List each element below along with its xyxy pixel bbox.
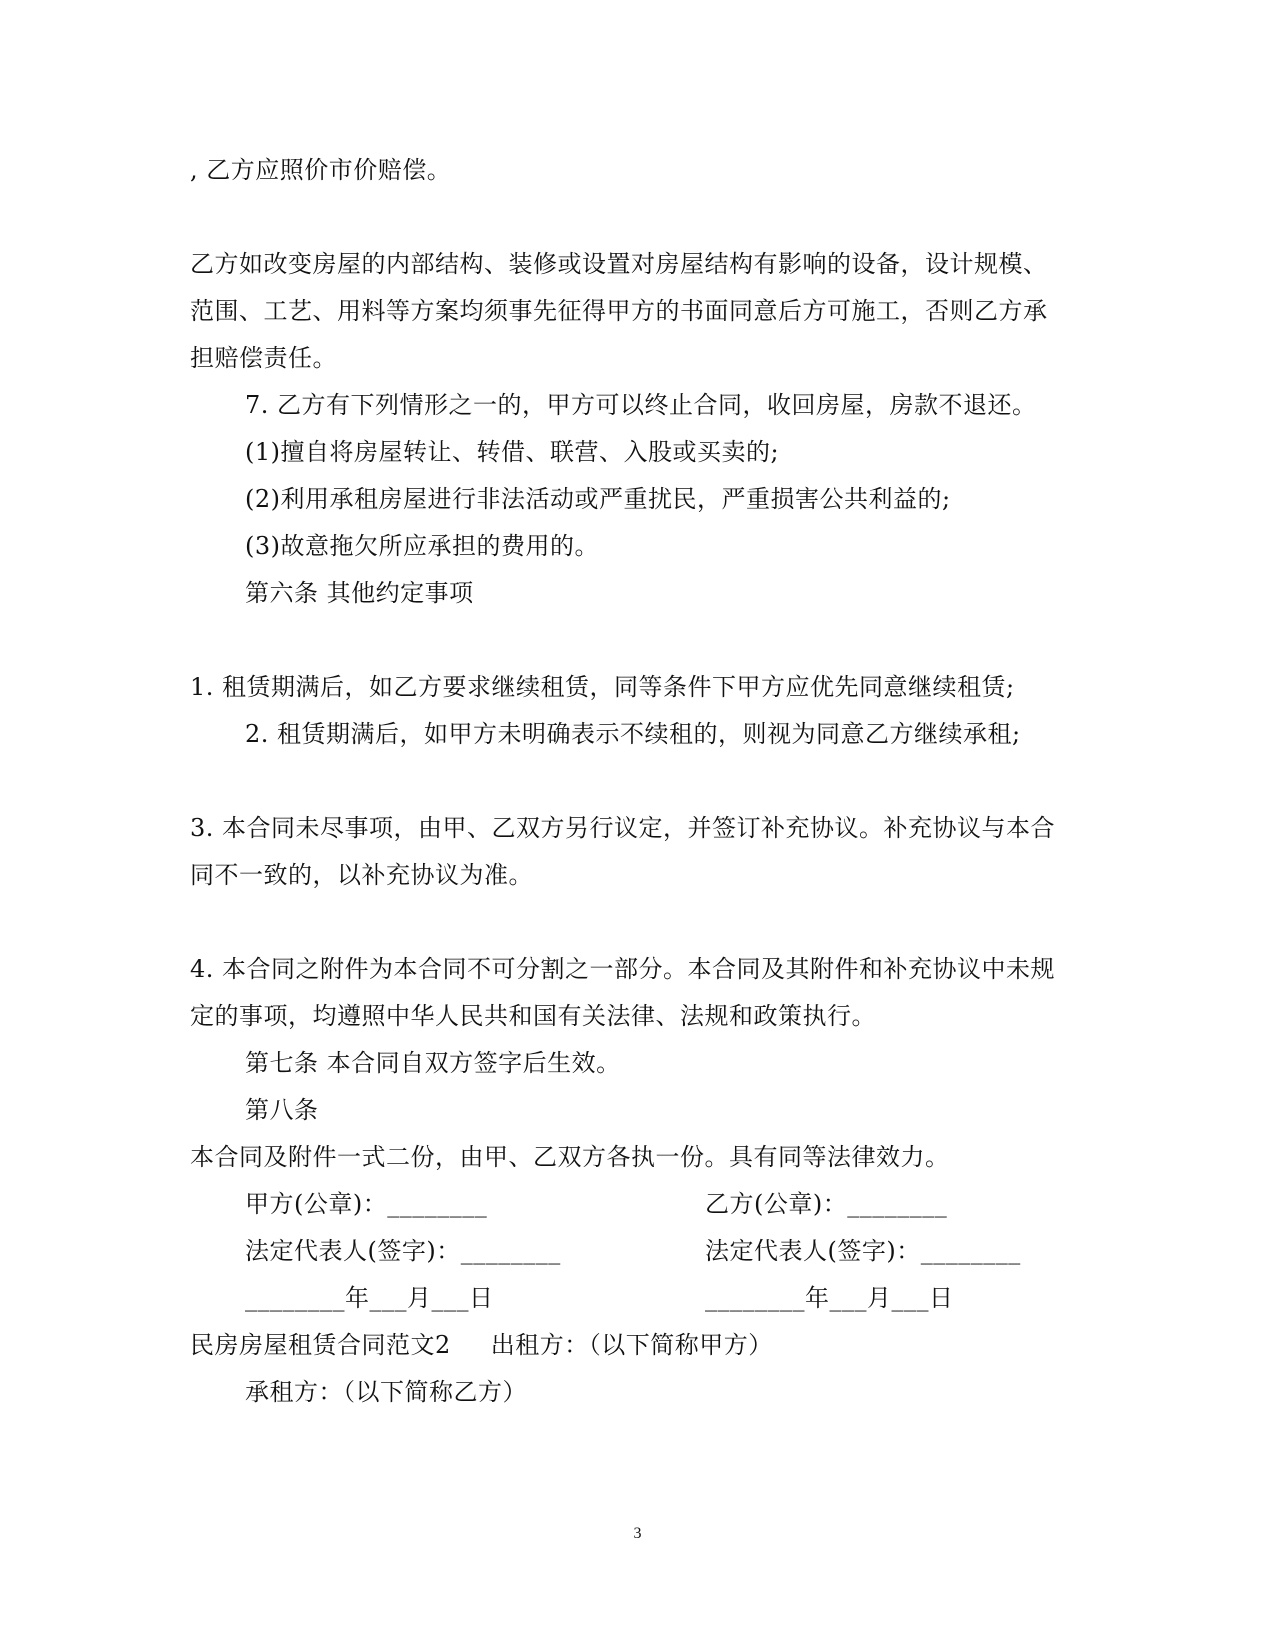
paragraph-line: 本合同及附件一式二份，由甲、乙双方各执一份。具有同等法律效力。 (190, 1143, 950, 1171)
section-heading: 第六条 其他约定事项 (245, 579, 474, 607)
party-b-representative: 法定代表人(签字)：________ (705, 1237, 1021, 1265)
party-a-date: ________年___月___日 (245, 1284, 494, 1312)
section-heading: 第八条 (245, 1096, 319, 1124)
next-contract-line (190, 1333, 773, 1357)
next-contract-title: 民房房屋租赁合同范文2 (190, 1331, 451, 1359)
paragraph-line: 4. 本合同之附件为本合同不可分割之一部分。本合同及其附件和补充协议中未规 (190, 955, 1056, 983)
paragraph-line: (2)利用承租房屋进行非法活动或严重扰民，严重损害公共利益的; (245, 485, 951, 513)
paragraph-line: (1)擅自将房屋转让、转借、联营、入股或买卖的; (245, 438, 780, 466)
party-a-seal: 甲方(公章)：________ (245, 1190, 488, 1218)
page-number: 3 (633, 1525, 642, 1542)
party-b-date: ________年___月___日 (705, 1284, 954, 1312)
paragraph-line: 同不一致的，以补充协议为准。 (190, 861, 533, 889)
paragraph-line: 3. 本合同未尽事项，由甲、乙双方另行议定，并签订补充协议。补充协议与本合 (190, 814, 1056, 842)
paragraph-line: 7. 乙方有下列情形之一的，甲方可以终止合同，收回房屋，房款不退还。 (245, 391, 1037, 419)
party-b-seal: 乙方(公章)：________ (705, 1190, 948, 1218)
paragraph-line: (3)故意拖欠所应承担的费用的。 (245, 532, 599, 560)
paragraph-line: 范围、工艺、用料等方案均须事先征得甲方的书面同意后方可施工，否则乙方承 (190, 297, 1048, 325)
party-a-representative: 法定代表人(签字)：________ (245, 1237, 561, 1265)
paragraph-line: 1. 租赁期满后，如乙方要求继续租赁，同等条件下甲方应优先同意继续租赁; (190, 673, 1015, 701)
paragraph-line: 定的事项，均遵照中华人民共和国有关法律、法规和政策执行。 (190, 1002, 876, 1030)
paragraph-line: 2. 租赁期满后，如甲方未明确表示不续租的，则视为同意乙方继续承租; (245, 720, 1021, 748)
lessor-label: 出租方：（以下简称甲方） (490, 1331, 773, 1359)
section-heading: 第七条 本合同自双方签字后生效。 (245, 1049, 621, 1077)
paragraph-line: , 乙方应照价市价赔偿。 (190, 156, 452, 184)
paragraph-line: 乙方如改变房屋的内部结构、装修或设置对房屋结构有影响的设备，设计规模、 (190, 250, 1048, 278)
paragraph-line: 担赔偿责任。 (190, 344, 337, 372)
lessee-label: 承租方：（以下简称乙方） (245, 1378, 527, 1406)
